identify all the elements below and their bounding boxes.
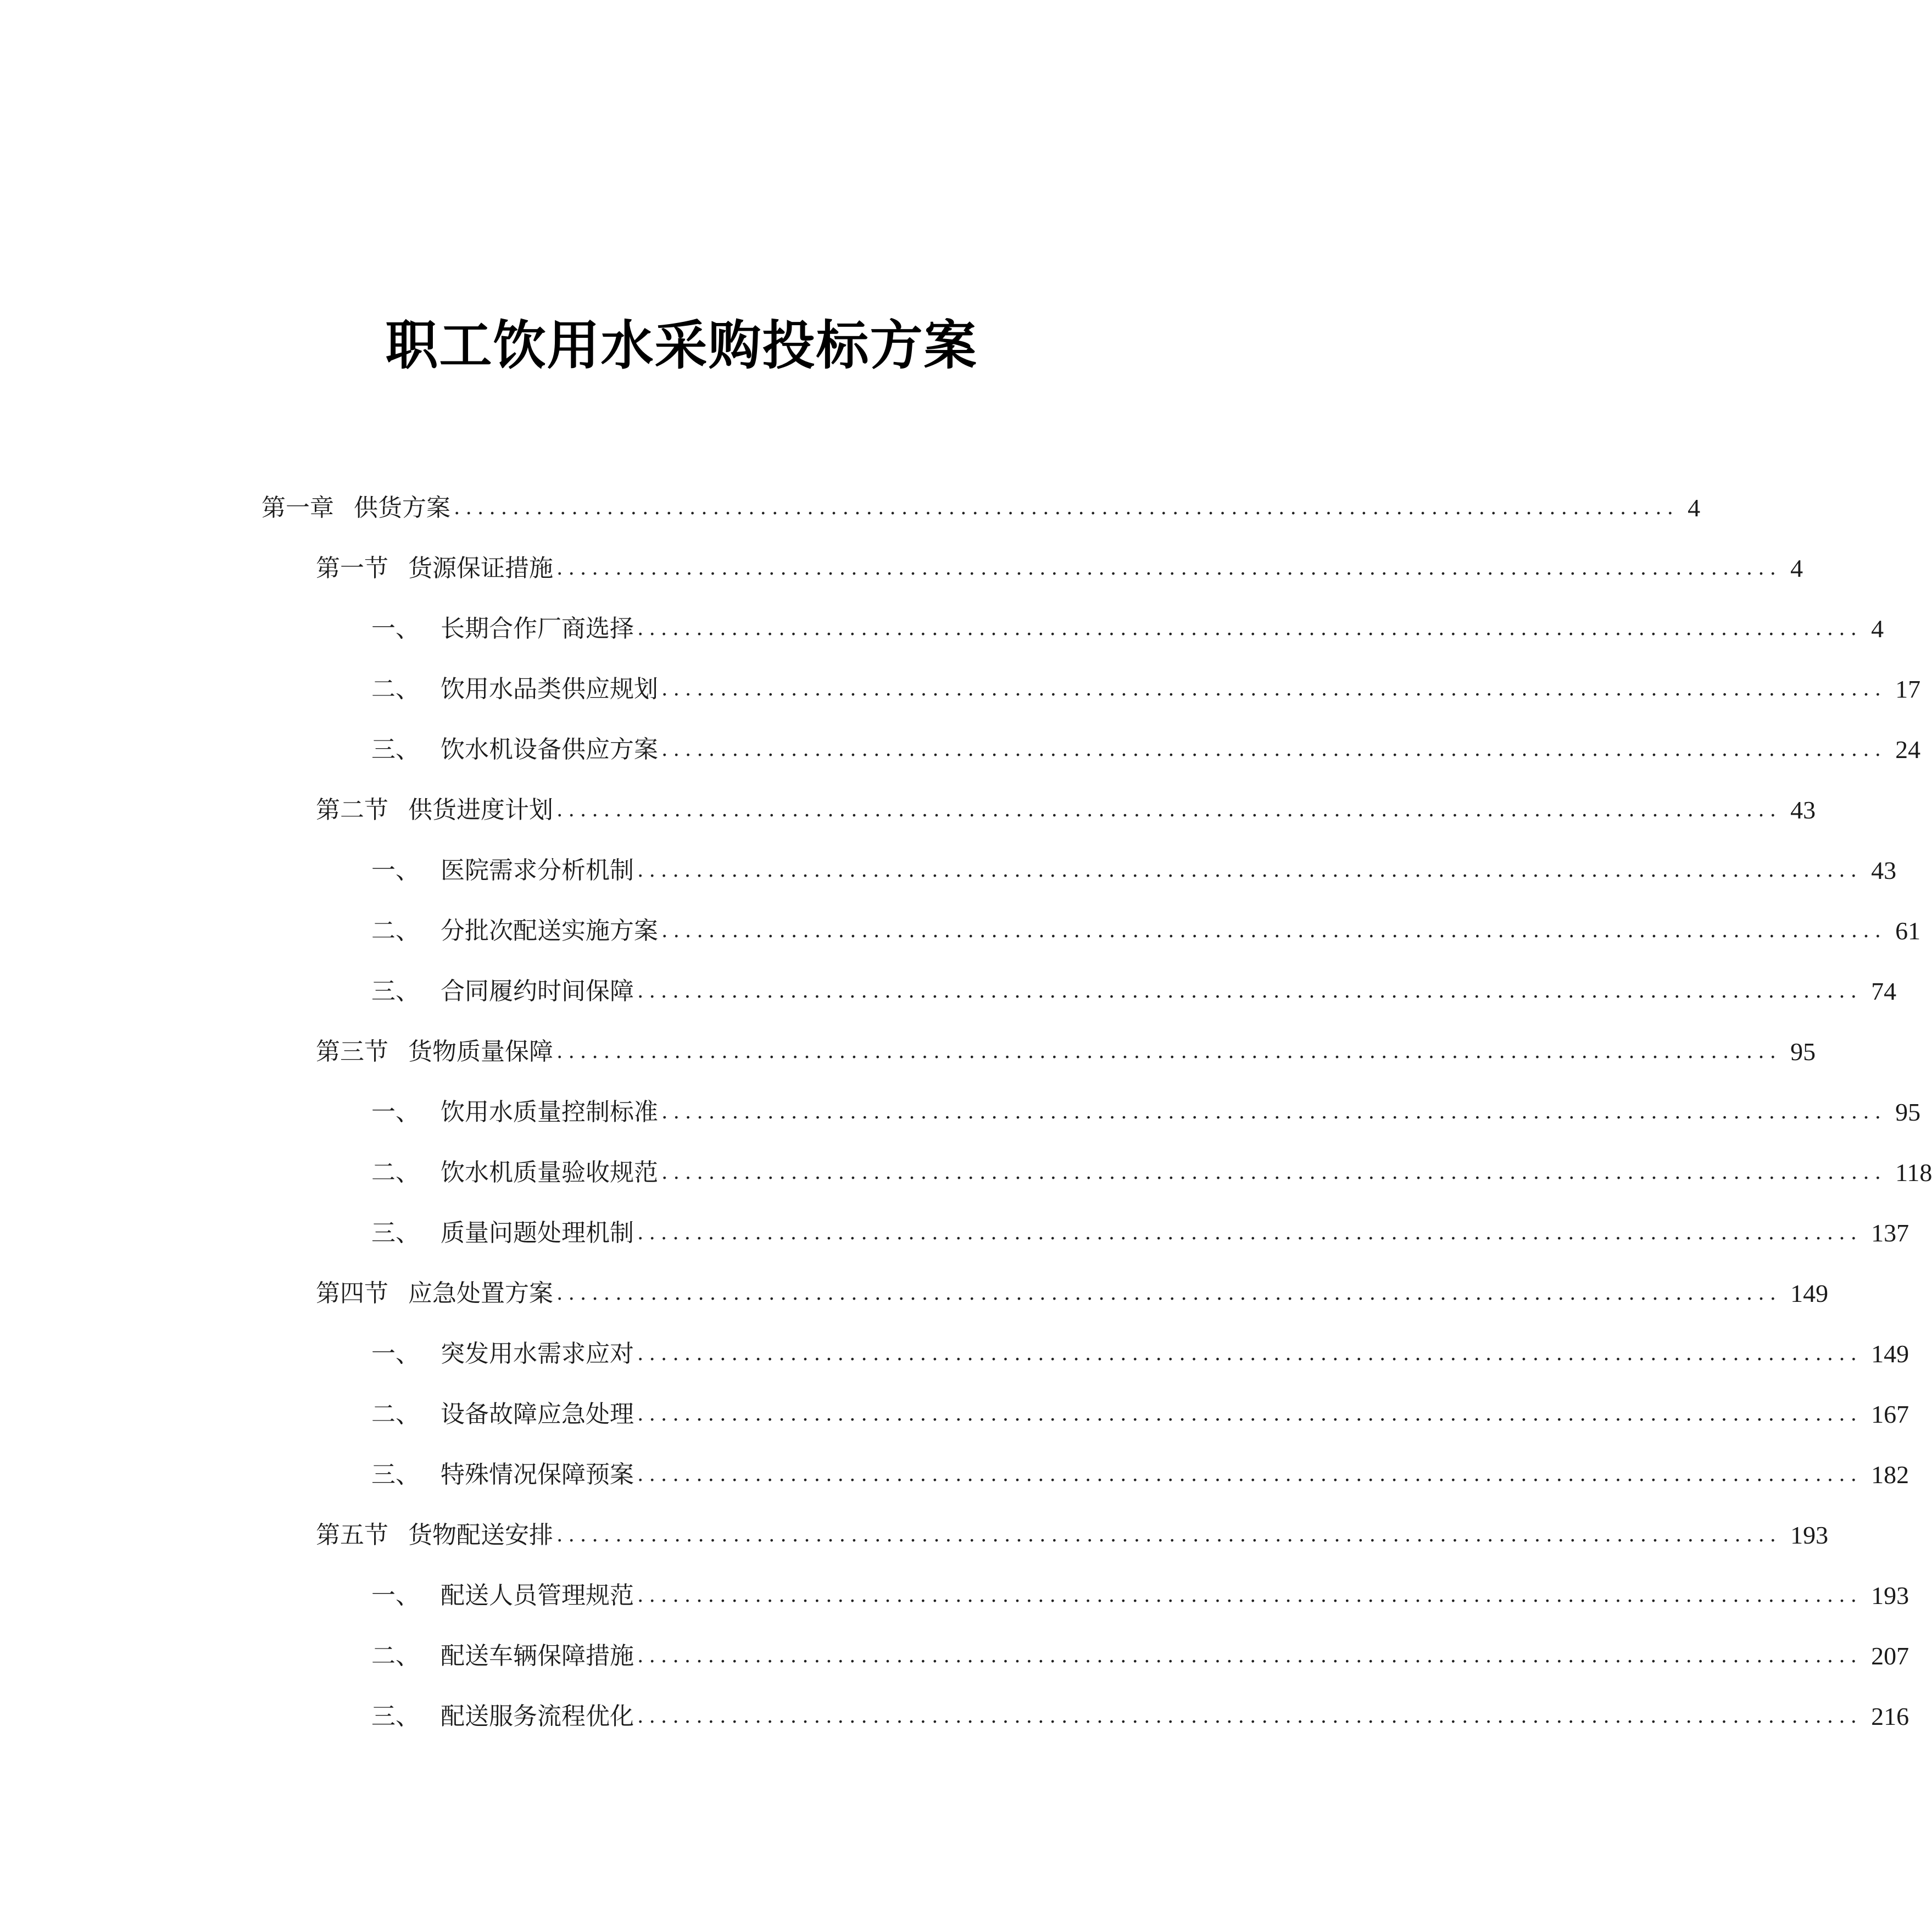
toc-dot-leader: ........................................................................................................ [661,1161,1887,1184]
toc-dot-leader: ........................................................................................................ [454,497,1679,519]
toc-dot-leader: ........................................................................................................ [556,1282,1782,1305]
toc-entry-page: 149 [1790,1279,1829,1307]
toc-entry-title: 饮水机设备供应方案 [441,736,658,764]
toc-dot-leader: ........................................................................................................ [661,920,1887,942]
toc-entry[interactable] [371,1626,1909,1686]
toc-entry-number: 一、 [371,615,420,643]
toc-entry[interactable] [371,840,1897,901]
toc-entry-title: 货物配送安排 [408,1521,553,1549]
toc-entry-number: 第一节 [316,554,388,582]
toc-entry-page: 24 [1895,736,1921,764]
toc-entry-number: 一、 [371,856,420,884]
toc-entry-page: 61 [1895,917,1921,945]
toc-entry-number: 第三节 [316,1038,388,1066]
toc-dot-leader: ........................................................................................................ [556,1040,1782,1063]
toc-entry[interactable] [371,1445,1909,1505]
toc-entry-title: 货物质量保障 [408,1038,553,1066]
toc-entry[interactable] [316,1505,1829,1566]
toc-entry-title: 饮水机质量验收规范 [441,1159,658,1187]
toc-entry-page: 95 [1790,1038,1816,1066]
toc-entry-number: 三、 [371,736,420,764]
toc-dot-leader: ........................................................................................................ [637,617,1863,640]
toc-entry-title: 配送服务流程优化 [441,1702,634,1730]
toc-entry[interactable] [371,901,1921,961]
toc-dot-leader: ........................................................................................................ [637,1403,1863,1425]
toc-entry-title: 供货进度计划 [408,796,553,824]
toc-dot-leader: ........................................................................................................ [556,1524,1782,1546]
toc-entry-title: 饮用水品类供应规划 [441,675,658,703]
toc-dot-leader: ........................................................................................................ [556,557,1782,580]
toc-entry-title: 配送人员管理规范 [441,1581,634,1609]
toc-entry-title: 饮用水质量控制标准 [441,1098,658,1126]
toc-entry-number: 二、 [371,917,420,945]
toc-entry[interactable] [371,1384,1909,1445]
toc-dot-leader: ........................................................................................................ [637,1222,1863,1244]
toc-entry-page: 193 [1790,1521,1829,1549]
toc-entry-page: 193 [1871,1581,1909,1609]
toc-entry-page: 43 [1871,856,1897,884]
toc-entry-page: 167 [1871,1400,1909,1428]
toc-entry-number: 一、 [371,1098,420,1126]
toc-entry-number: 三、 [371,977,420,1005]
toc-entry-number: 第二节 [316,796,388,824]
toc-entry[interactable] [371,1143,1932,1203]
toc-entry[interactable] [316,780,1816,840]
toc-entry-page: 74 [1871,977,1897,1005]
toc-dot-leader: ........................................................................................................ [556,799,1782,821]
toc-entry-number: 二、 [371,675,420,703]
toc-dot-leader: ........................................................................................................ [637,1463,1863,1486]
toc-entry-title: 医院需求分析机制 [441,856,634,884]
toc-entry-number: 三、 [371,1219,420,1247]
toc-entry-page: 182 [1871,1461,1909,1489]
toc-entry[interactable] [316,1263,1829,1324]
toc-entry-title: 配送车辆保障措施 [441,1642,634,1670]
toc-dot-leader: ........................................................................................................ [637,980,1863,1003]
toc-entry[interactable] [371,1082,1921,1143]
toc-entry-title: 长期合作厂商选择 [441,615,634,643]
toc-dot-leader: ........................................................................................................ [661,738,1887,761]
toc-entry-title: 货源保证措施 [408,554,553,582]
document-title: 职工饮用水采购投标方案 [385,314,978,377]
toc-entry-page: 149 [1871,1340,1909,1368]
toc-entry-number: 一、 [371,1340,420,1368]
toc-entry[interactable] [316,538,1803,599]
toc-dot-leader: ........................................................................................................ [637,859,1863,882]
toc-entry-number: 三、 [371,1461,420,1489]
toc-entry[interactable] [371,1566,1909,1626]
toc-entry[interactable] [371,659,1921,720]
toc-entry-number: 一、 [371,1581,420,1609]
toc-entry-page: 4 [1871,615,1884,643]
toc-entry-title: 供货方案 [354,494,450,522]
toc-entry-page: 118 [1895,1159,1932,1187]
toc-entry-number: 二、 [371,1642,420,1670]
toc-entry-page: 95 [1895,1098,1921,1126]
toc-entry-page: 4 [1790,554,1803,582]
toc-entry[interactable] [371,1686,1909,1747]
toc-entry-page: 216 [1871,1702,1909,1730]
toc-entry[interactable] [371,720,1921,780]
toc-entry[interactable] [371,1324,1909,1384]
toc-entry-title: 合同履约时间保障 [441,977,634,1005]
toc-entry-title: 突发用水需求应对 [441,1340,634,1368]
toc-entry-number: 二、 [371,1400,420,1428]
toc-entry[interactable] [371,961,1897,1022]
toc-entry-title: 分批次配送实施方案 [441,917,658,945]
toc-entry-page: 43 [1790,796,1816,824]
toc-entry[interactable] [371,599,1884,659]
toc-entry-number: 第一章 [261,494,334,522]
toc-entry-number: 三、 [371,1702,420,1730]
toc-entry[interactable] [316,1022,1816,1082]
toc-entry-page: 17 [1895,675,1921,703]
toc-entry-number: 二、 [371,1159,420,1187]
toc-entry-page: 137 [1871,1219,1909,1247]
toc-entry-page: 207 [1871,1642,1909,1670]
toc-dot-leader: ........................................................................................................ [637,1645,1863,1667]
toc-dot-leader: ........................................................................................................ [661,1101,1887,1123]
toc-dot-leader: ........................................................................................................ [661,678,1887,700]
toc-dot-leader: ........................................................................................................ [637,1705,1863,1728]
toc-dot-leader: ........................................................................................................ [637,1584,1863,1607]
toc-entry[interactable] [371,1203,1909,1263]
toc-entry-number: 第四节 [316,1279,388,1307]
toc-entry-number: 第五节 [316,1521,388,1549]
toc-entry-title: 特殊情况保障预案 [441,1461,634,1489]
toc-entry[interactable] [261,478,1701,538]
toc-entry-title: 质量问题处理机制 [441,1219,634,1247]
toc-dot-leader: ........................................................................................................ [637,1343,1863,1365]
toc-entry-title: 应急处置方案 [408,1279,553,1307]
toc-entry-title: 设备故障应急处理 [441,1400,634,1428]
toc-entry-page: 4 [1688,494,1701,522]
